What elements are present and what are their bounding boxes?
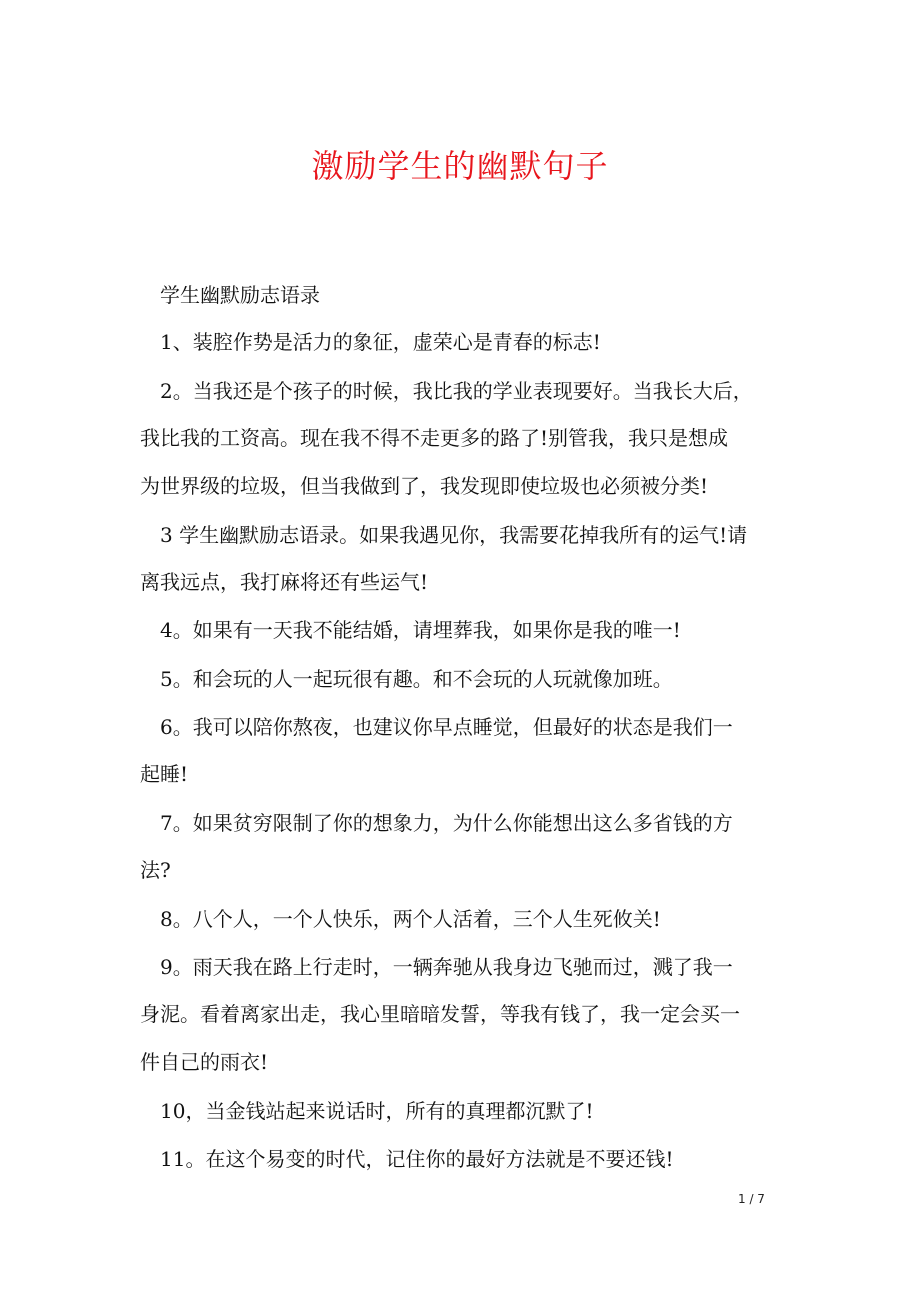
document-title: 激励学生的幽默句子	[311, 147, 609, 185]
text-line: 1、装腔作势是活力的象征，虚荣心是青春的标志!	[160, 330, 601, 354]
text-line: 身泥。看着离家出走，我心里暗暗发誓，等我有钱了，我一定会买一	[140, 1002, 740, 1026]
text-line: 3 学生幽默励志语录。如果我遇见你，我需要花掉我所有的运气!请	[160, 523, 748, 547]
text-line: 4。如果有一天我不能结婚，请埋葬我，如果你是我的唯一!	[160, 618, 681, 642]
text-line: 5。和会玩的人一起玩很有趣。和不会玩的人玩就像加班。	[160, 667, 673, 691]
text-line: 9。雨天我在路上行走时，一辆奔驰从我身边飞驰而过，溅了我一	[160, 955, 733, 979]
text-line: 件自己的雨衣!	[140, 1050, 269, 1074]
text-line: 离我远点，我打麻将还有些运气!	[140, 570, 429, 594]
text-line: 为世界级的垃圾，但当我做到了，我发现即使垃圾也必须被分类!	[140, 474, 709, 498]
text-line: 我比我的工资高。现在我不得不走更多的路了!别管我，我只是想成	[140, 426, 729, 450]
text-line: 7。如果贫穷限制了你的想象力，为什么你能想出这么多省钱的方	[160, 811, 733, 835]
section-heading: 学生幽默励志语录	[160, 283, 320, 307]
page-indicator: 1 / 7	[738, 1192, 765, 1206]
text-line: 8。八个人，一个人快乐，两个人活着，三个人生死攸关!	[160, 907, 661, 931]
text-line: 11。在这个易变的时代，记住你的最好方法就是不要还钱!	[160, 1147, 674, 1171]
text-line: 2。当我还是个孩子的时候，我比我的学业表现要好。当我长大后，	[160, 379, 753, 403]
text-line: 6。我可以陪你熬夜，也建议你早点睡觉，但最好的状态是我们一	[160, 715, 733, 739]
text-line: 法?	[140, 858, 171, 882]
text-line: 10，当金钱站起来说话时，所有的真理都沉默了!	[160, 1099, 594, 1123]
text-line: 起睡!	[140, 762, 189, 786]
